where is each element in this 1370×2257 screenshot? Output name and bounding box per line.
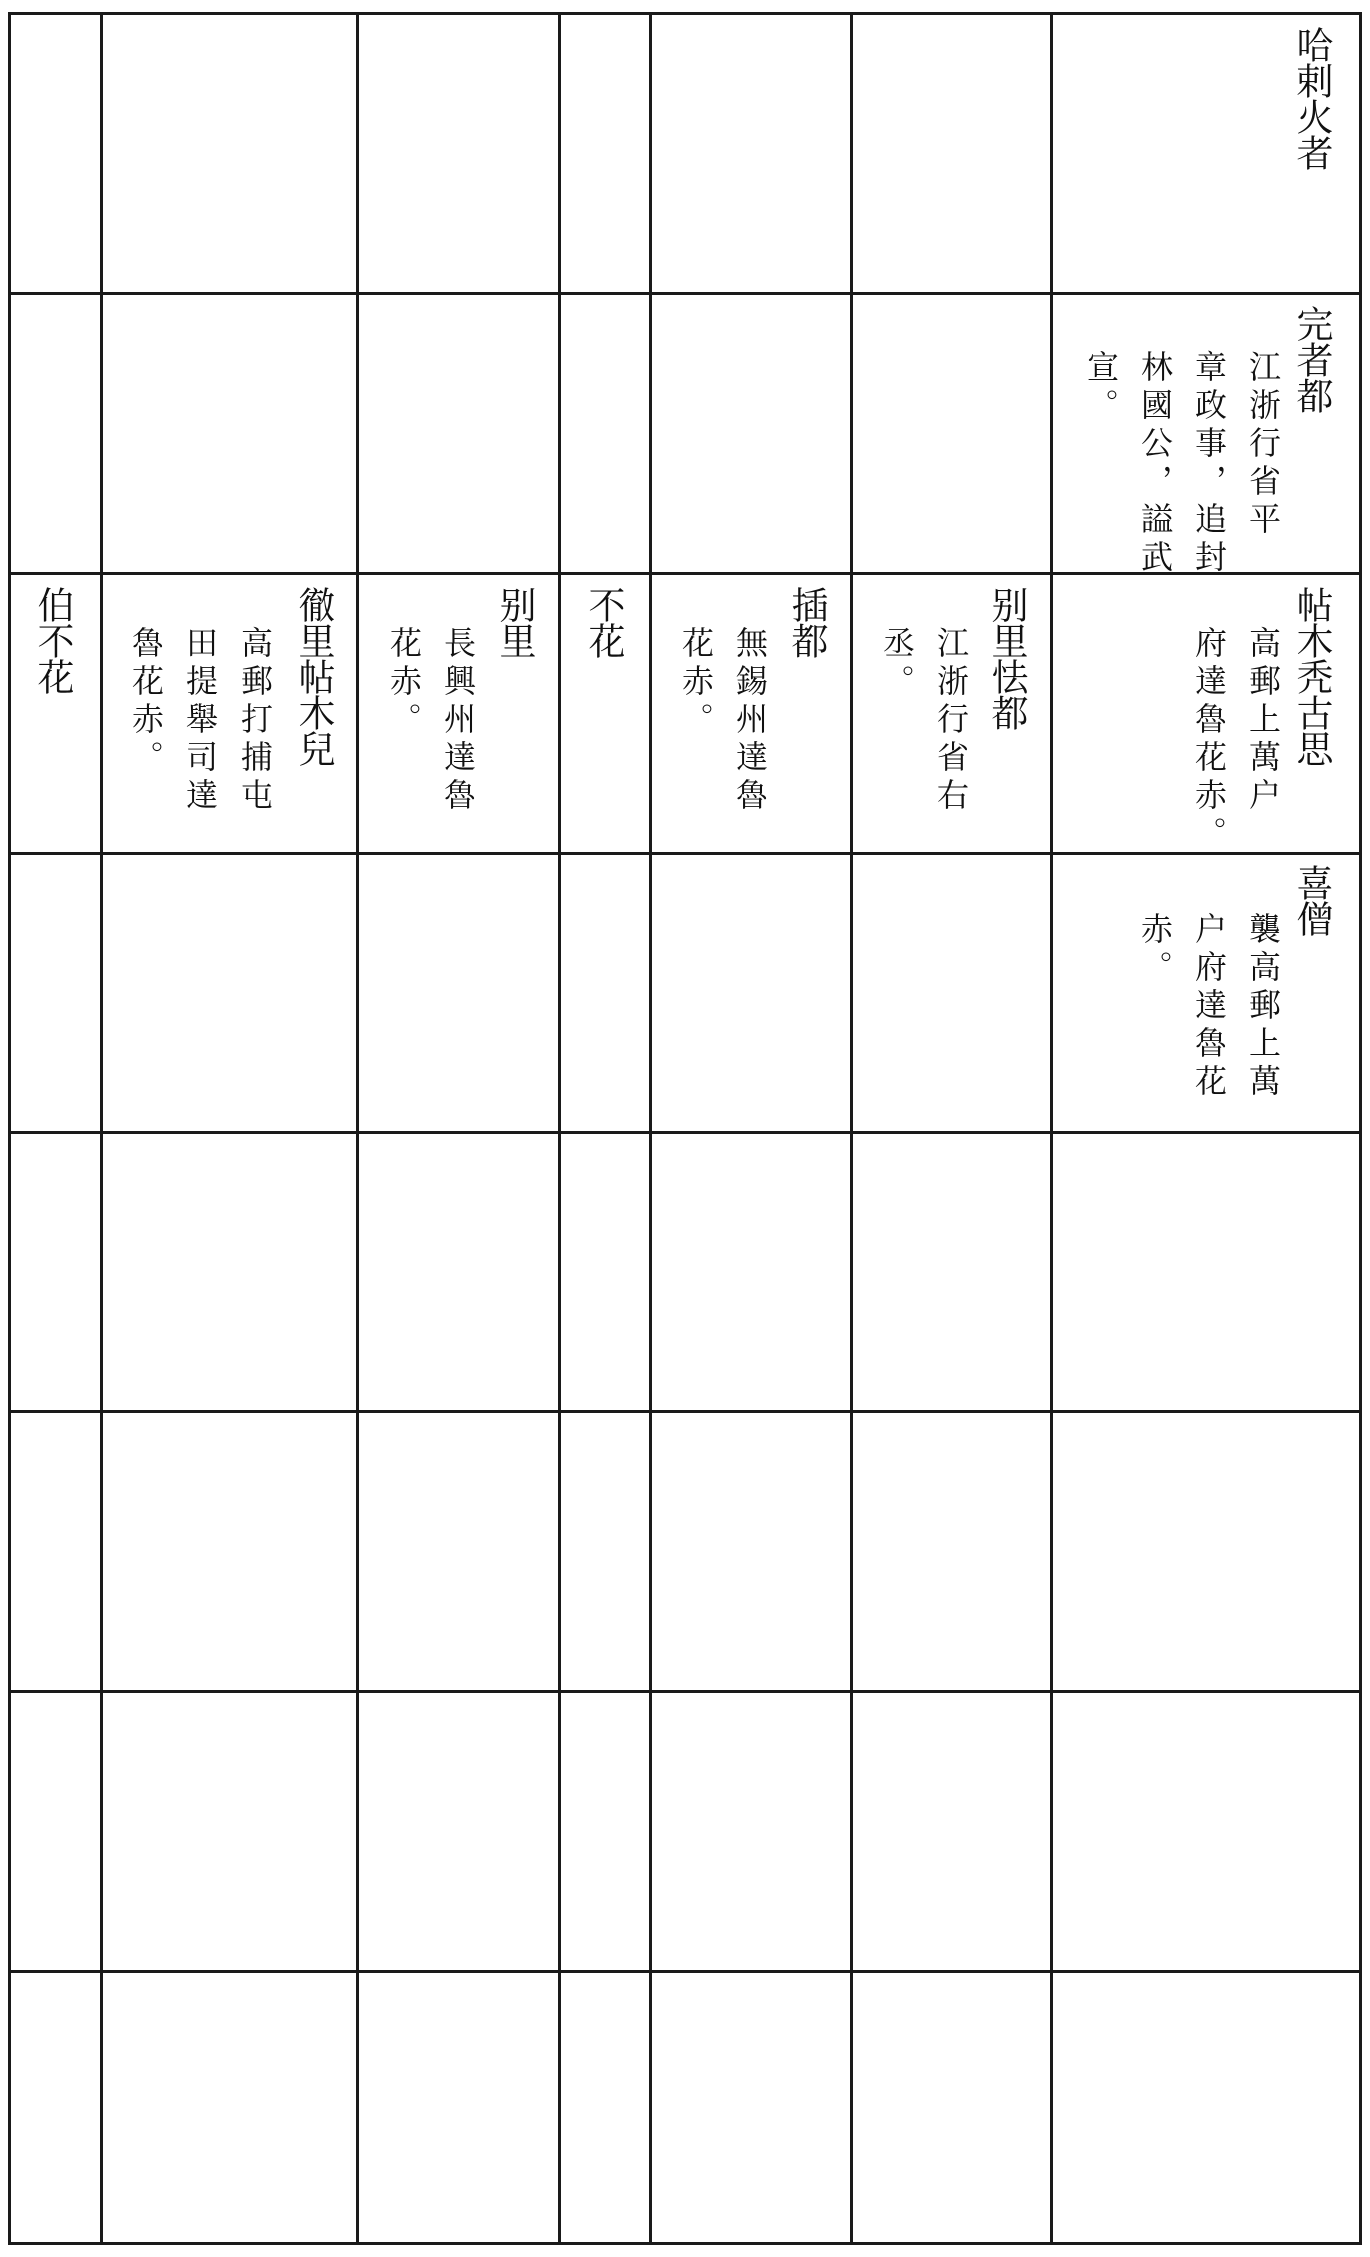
column-divider xyxy=(558,12,561,2245)
column-divider xyxy=(1050,12,1053,2245)
annotation-line: 高郵上萬户 xyxy=(1244,626,1282,816)
person-name: 徹里帖木兒 xyxy=(292,586,335,766)
row-divider xyxy=(8,1131,1362,1134)
annotation-line: 無錫州達魯 xyxy=(731,626,769,816)
row-divider xyxy=(8,852,1362,855)
annotation-line: 高郵打捕屯 xyxy=(236,626,274,816)
column-divider xyxy=(356,12,359,2245)
annotation-line: 赤。 xyxy=(1136,912,1174,988)
annotation-line: 丞。 xyxy=(878,626,916,702)
table-border-top xyxy=(8,12,1362,15)
table-border-left xyxy=(8,12,11,2245)
row-divider xyxy=(8,1970,1362,1973)
table-border-right xyxy=(1359,12,1362,2245)
column-divider xyxy=(649,12,652,2245)
row-divider xyxy=(8,292,1362,295)
row-divider xyxy=(8,1690,1362,1693)
annotation-line: 江浙行省平 xyxy=(1244,350,1282,540)
person-name: 别里 xyxy=(493,586,536,658)
person-name: 不花 xyxy=(582,586,625,658)
column-divider xyxy=(100,12,103,2245)
annotation-line: 田提舉司達 xyxy=(181,626,219,816)
person-name: 喜僧 xyxy=(1290,864,1333,936)
annotation-line: 章政事，追封 xyxy=(1190,350,1228,578)
person-name: 插都 xyxy=(785,586,828,658)
annotation-line: 魯花赤。 xyxy=(127,626,165,778)
table-border-bottom xyxy=(8,2242,1362,2245)
annotation-line: 長興州達魯 xyxy=(439,626,477,816)
annotation-line: 江浙行省右 xyxy=(932,626,970,816)
annotation-line: 林國公，謚武 xyxy=(1136,350,1174,578)
annotation-line: 花赤。 xyxy=(677,626,715,740)
column-divider xyxy=(850,12,853,2245)
annotation-line: 府達魯花赤。 xyxy=(1190,626,1228,854)
annotation-line: 花赤。 xyxy=(385,626,423,740)
person-name: 帖木秃古思 xyxy=(1290,586,1333,766)
person-name: 完者都 xyxy=(1290,305,1333,413)
person-name: 伯不花 xyxy=(31,586,74,694)
row-divider xyxy=(8,1410,1362,1413)
annotation-line: 户府達魯花 xyxy=(1190,912,1228,1102)
annotation-line: 宣。 xyxy=(1082,350,1120,426)
annotation-line: 襲高郵上萬 xyxy=(1244,912,1282,1102)
person-name: 哈剌火者 xyxy=(1290,26,1333,170)
person-name: 别里怯都 xyxy=(985,586,1028,730)
